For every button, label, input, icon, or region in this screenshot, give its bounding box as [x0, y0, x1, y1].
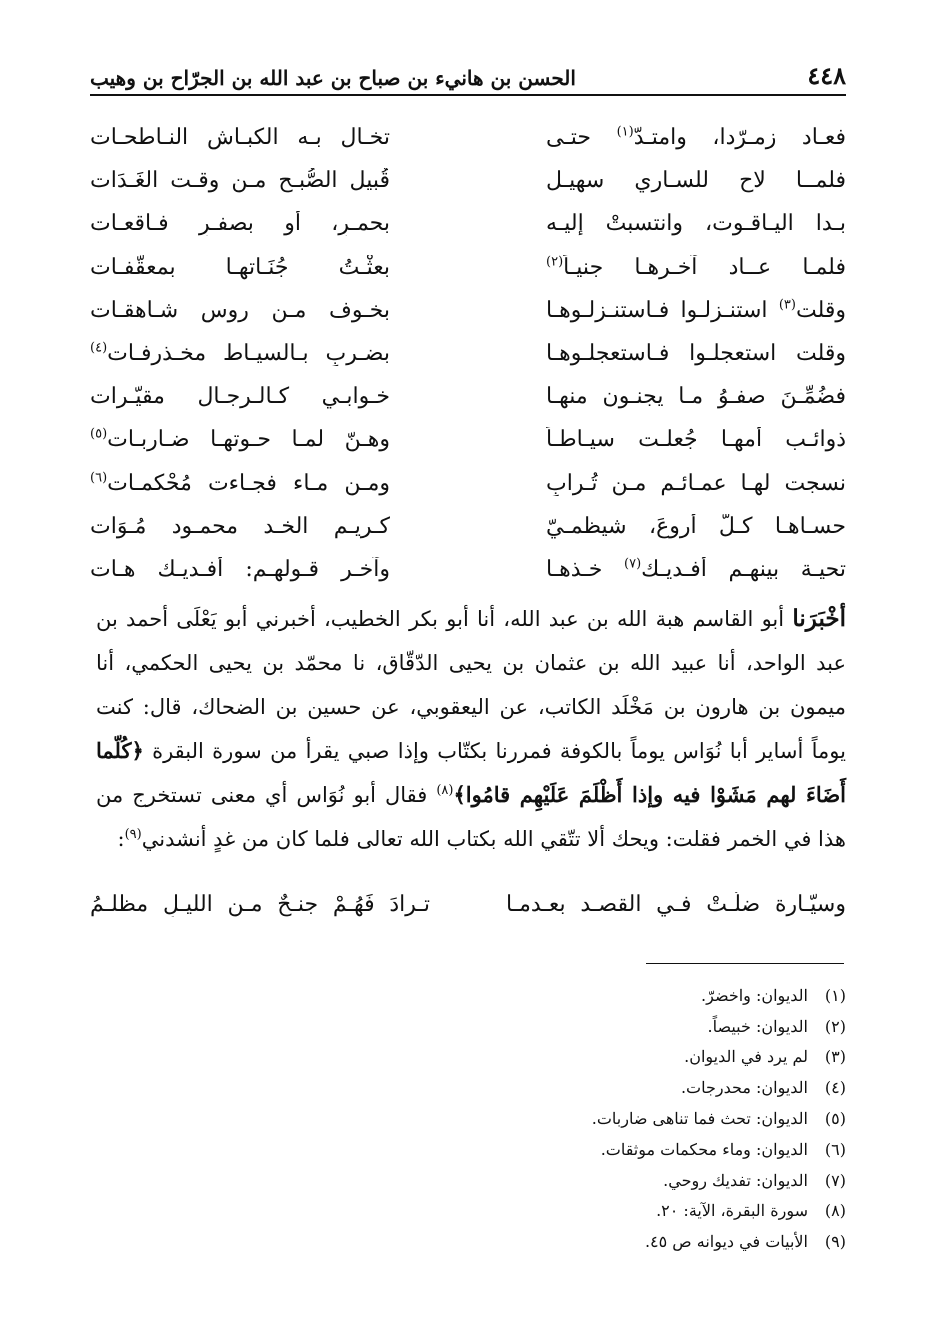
verse-second-hemistich: ومـن مـاء فجـاءت مُحْكمـات$^{(٦)}$ — [90, 470, 390, 496]
footnote-number: (٩) — [824, 1232, 846, 1252]
quran-quote: ﴿كُلّما أَضَاءَ لهم مَشَوْا فيه وإذا أَظْلَمَ عَلَيْهِم قامُوا﴾ — [96, 738, 846, 807]
verse-second-hemistich: بحمـرٍ، أو بصفـرٍ فـاقعـات — [90, 211, 390, 237]
verse — [90, 159, 846, 202]
footnote — [400, 1134, 846, 1165]
footnote-marker: (٥) — [90, 427, 108, 443]
footnote — [400, 1226, 846, 1257]
footnote-number: (٢) — [824, 1016, 846, 1036]
verse-first-hemistich: وسيّـارة ضلّـتْ فـي القصـد بعـدمـا — [506, 892, 846, 917]
verse-first-hemistich: فعـاد زمـرّدا، وامتـدّ$^{(١)}$ حتـى — [546, 125, 846, 151]
footnote-number: (٧) — [824, 1170, 846, 1190]
footnote-text: الأبيات في ديوانه ص ٤٥. — [644, 1232, 808, 1252]
poem — [90, 116, 846, 591]
verse-first-hemistich: تحيـة بينهـم أفـديـك$^{(٧)}$ خـذهـا — [546, 556, 846, 582]
prose-text: أبو القاسم هبة الله بن عبد الله، أنا أبو بكر الخطيب، أخبرني أبو يَعْلَى أحمد بن عبد الواحد، أنا عبيد الله بن عثمان بن يحيى الدّقّاق، نا محمّد بن يحيى الحكمي، أنا ميمون بن هارون بن مَخْلَد الكاتب، عن اليعقوبي، عن حسين بن الضحاك، قال: كنت يوماً أساير أبا نُوَاس يوماً بالكوفة فمررنا بكتّاب وإذا صبي يقرأ من سورة البقرة — [96, 607, 846, 763]
verse-second-hemistich: وهـنّ لمـا حـوتهـا ضـاربـات$^{(٥)}$ — [90, 427, 390, 453]
verse — [90, 116, 846, 159]
verse-first-hemistich: فلمـا عــاد آخـرهـا جنيـاً$^{(٢)}$ — [546, 254, 846, 280]
footnote-text: سورة البقرة، الآية: ٢٠. — [656, 1201, 808, 1221]
footnote-marker: (٨) — [436, 783, 454, 798]
footnote-text: الديوان: واخضرّ. — [701, 985, 808, 1005]
footnote — [400, 1042, 846, 1073]
footnote — [400, 1011, 846, 1042]
prose-paragraph — [96, 597, 846, 861]
verse — [90, 202, 846, 245]
verse — [90, 289, 846, 332]
verse-second-hemistich: تخـال بـه الكبـاش النـاطحـات — [90, 125, 390, 151]
verse — [90, 548, 846, 591]
verse — [90, 505, 846, 548]
page-number: ٤٤٨ — [807, 61, 846, 90]
footnote-text: الديوان: تفديك روحي. — [663, 1170, 808, 1190]
verse-second-hemistich: خـوابـي كـالـرجـال مقيّـرات — [90, 384, 390, 410]
footnote-number: (٨) — [824, 1201, 846, 1221]
footnote-text: لم يرد في الديوان. — [684, 1047, 808, 1067]
verse-second-hemistich: تـرادَ فَهُـمْ جنـحٌ مـن الليـلِ مظلـمُ — [90, 892, 430, 917]
footnote-text: الديوان: تحث فما تناهى ضاربات. — [591, 1109, 808, 1129]
footnote-number: (٤) — [824, 1078, 846, 1098]
verse-first-hemistich: وقلت$^{(٣)}$ استنـزلـوا فـاستنـزلـوهـا — [546, 297, 846, 323]
footnote-marker: (٦) — [90, 470, 108, 486]
verse-second-hemistich: وآخـر قـولهـم: أفـديـك هـات — [90, 556, 390, 582]
footnote-marker: (٩) — [124, 827, 142, 842]
header-divider — [90, 94, 846, 96]
verse-first-hemistich: بـدا اليـاقـوت، وانتسبتْ إليـه — [546, 211, 846, 237]
verse-first-hemistich: فلمــا لاح للسـاري سهيـل — [546, 168, 846, 194]
verse-second-hemistich: قُبيل الصُّبـح مـن وقـت الغَـدَات — [90, 168, 390, 194]
verse — [90, 375, 846, 418]
footnotes — [400, 980, 846, 1257]
footnote — [400, 980, 846, 1011]
prose-lead-word: أخْبَرَنا — [792, 605, 846, 632]
verse-second-hemistich: بخـوف مـن روس شـاهقـات — [90, 297, 390, 323]
footnote-marker: (٧) — [624, 556, 642, 572]
footnote-marker: (١) — [616, 125, 634, 140]
footnote-divider — [646, 963, 844, 964]
footnote-marker: (٢) — [546, 254, 564, 270]
footnote — [400, 1196, 846, 1227]
footnote-number: (٣) — [824, 1047, 846, 1067]
prose-text: : — [117, 827, 125, 851]
footnote-text: الديوان: خبيصاً. — [707, 1016, 808, 1036]
verse — [90, 418, 846, 461]
footnote-number: (٦) — [824, 1139, 846, 1159]
verse-first-hemistich: ذوائـب أمهـا جُعلـت سيـاطـاً — [546, 427, 846, 453]
footnote-marker: (٣) — [778, 297, 796, 313]
verse-first-hemistich: حسـاهـا كـلّ أروعَ، شيظمـيّ — [546, 513, 846, 539]
footnote-number: (١) — [824, 985, 846, 1005]
footnote-text: الديوان: محدرجات. — [680, 1078, 808, 1098]
footnote — [400, 1103, 846, 1134]
footnote — [400, 1165, 846, 1196]
prose-text: فقال أبو نُوَاس أي معنى تستخرج من هذا في الخمر فقلت: ويحك ألا تتّقي الله بكتاب الله تعالى فلما كان من غدٍ أنشدني — [96, 783, 846, 851]
final-verse — [90, 892, 846, 917]
verse — [90, 246, 846, 289]
footnote-text: الديوان: وماء محكمات موثقات. — [600, 1139, 808, 1159]
page-header — [90, 58, 846, 90]
verse — [90, 462, 846, 505]
verse-second-hemistich: بعثْـتُ جُنَـاتهـا بمعقَّفـات — [90, 254, 390, 280]
verse-first-hemistich: فضُمِّـنَ صفـوُ مـا يجنـون منهـا — [546, 384, 846, 410]
running-title: الحسن بن هانيء بن صباح بن عبد الله بن الجرّاح بن وهيب — [90, 66, 576, 90]
footnote-number: (٥) — [824, 1109, 846, 1129]
verse-first-hemistich: نسجت لهـا عمـائـم مـن تُـرابٍ — [546, 470, 846, 496]
verse-second-hemistich: بضـربٍ بـالسيـاط مخـذرفـات$^{(٤)}$ — [90, 341, 390, 367]
footnote-marker: (٤) — [90, 341, 108, 356]
footnote — [400, 1072, 846, 1103]
verse-second-hemistich: كـريـم الخـد محمـود مُـوَات — [90, 513, 390, 539]
verse — [90, 332, 846, 375]
verse-first-hemistich: وقلت استعجلـوا فـاستعجلـوهـا — [546, 341, 846, 367]
